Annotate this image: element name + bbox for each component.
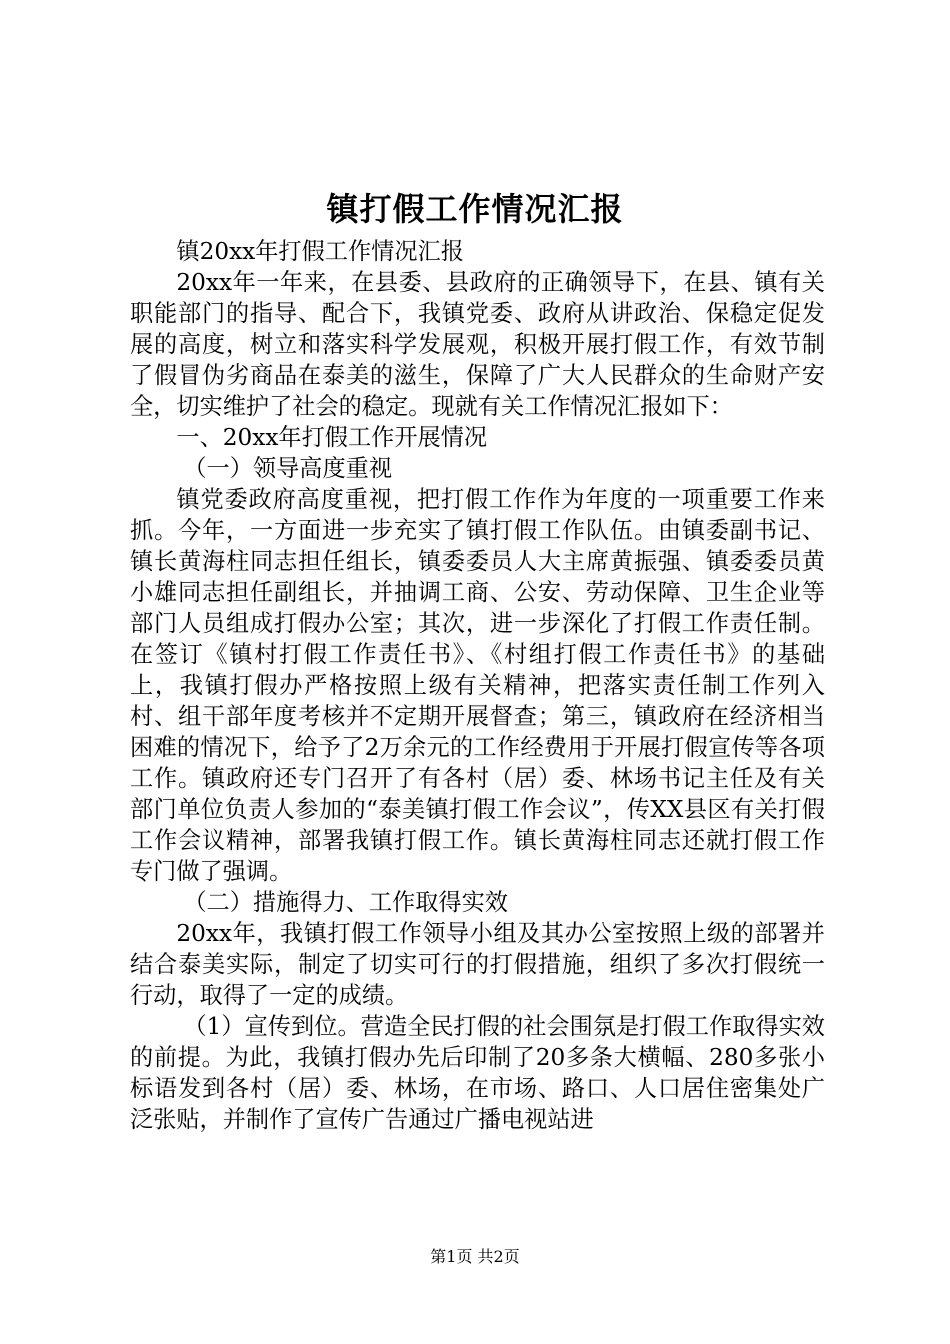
paragraph-leadership: 镇党委政府高度重视，把打假工作作为年度的一项重要工作来抓。今年，一方面进一步充实了镇打假工作队伍。由镇委副书记、镇长黄海柱同志担任组长，镇委委员人大主席黄振强、镇委委员黄小雄同志担任副组长，并抽调工商、公安、劳动保障、卫生企业等部门人员组成打假办公室；其次，进一步深化了打假工作责任制。在签订《镇村打假工作责任书》、《村组打假工作责任书》的基础上，我镇打假办严格按照上级有关精神，把落实责任制工作列入村、组干部年度考核并不定期开展督查；第三，镇政府在经济相当困难的情况下，给予了2万余元的工作经费用于开展打假宣传等各项工作。镇政府还专门召开了有各村（居）委、林场书记主任及有关部门单位负责人参加的“泰美镇打假工作会议”，传XX县区有关打假工作会议精神，部署我镇打假工作。镇长黄海柱同志还就打假工作专门做了强调。 bbox=[130, 486, 825, 885]
paragraph-intro: 20xx年一年来，在县委、县政府的正确领导下，在县、镇有关职能部门的指导、配合下，我镇党委、政府从讲政治、保稳定促发展的高度，树立和落实科学发展观，积极开展打假工作，有效节制了假冒伪劣商品在泰美的滋生，保障了广大人民群众的生命财产安全，切实维护了社会的稳定。现就有关工作情况汇报如下： bbox=[130, 269, 825, 420]
paragraph-measures: 20xx年，我镇打假工作领导小组及其办公室按照上级的部署并结合泰美实际，制定了切实可行的打假措施，组织了多次打假统一行动，取得了一定的成绩。 bbox=[130, 920, 825, 1009]
page-footer: 第1页 共2页 bbox=[430, 1247, 520, 1266]
subsection-heading-1: （一）领导高度重视 bbox=[183, 455, 393, 482]
paragraph-publicity: （1）宣传到位。营造全民打假的社会围氛是打假工作取得实效的前提。为此，我镇打假办先后印制了20多条大横幅、280多张小标语发到各村（居）委、林场，在市场、路口、人口居住密集处广泛张贴，并制作了宣传广告通过广播电视站进 bbox=[130, 1013, 825, 1133]
document-body bbox=[130, 236, 825, 1135]
section-heading-1: 一、20xx年打假工作开展情况 bbox=[176, 424, 488, 451]
subsection-heading-2: （二）措施得力、工作取得实效 bbox=[183, 889, 508, 916]
paragraph-heading: 镇20xx年打假工作情况汇报 bbox=[176, 238, 464, 265]
document-title: 镇打假工作情况汇报 bbox=[326, 190, 624, 228]
